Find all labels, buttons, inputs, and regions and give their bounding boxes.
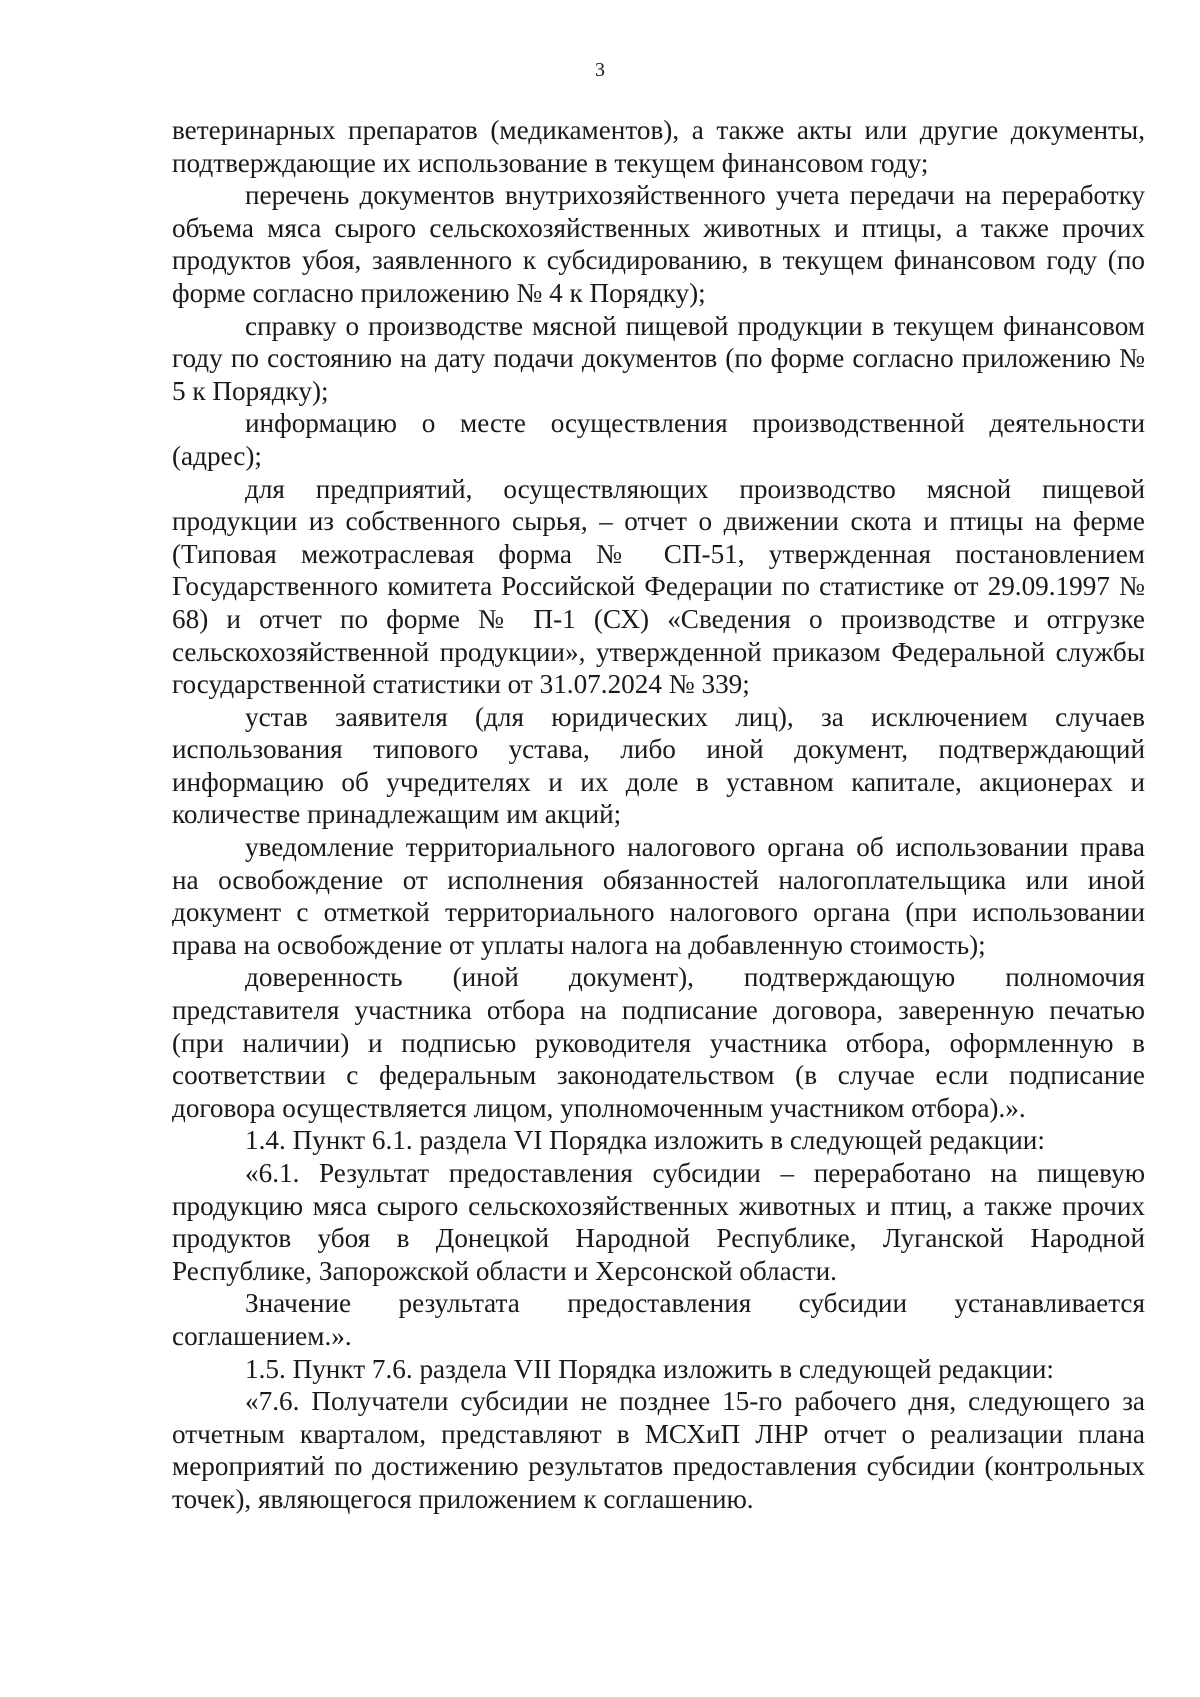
paragraph-livestock-report: для предприятий, осуществляющих производство мясной пищевой продукции из собственного сырья, – отчет о движении скота и птицы на ферме (Типовая межотраслевая форма № СП-51, утвержденная постановлением Государственного комитета Российской Федерации по статистике от 29.09.1997 № 68) и отчет по форме № П-1 (СХ) «Сведения о производстве и отгрузке сельскохозяйственной продукции», утвержденной приказом Федеральной службы государственной статистики от 31.07.2024 № 339; [172, 473, 1145, 700]
paragraph-tax-notification: уведомление территориального налогового органа об использовании права на освобождение от исполнения обязанностей налогоплательщика или иной документ с отметкой территориального налогового органа (при использовании права на освобождение от уплаты налога на добавленную стоимость); [172, 832, 1145, 960]
paragraph-veterinary-documents: ветеринарных препаратов (медикаментов), а также акты или другие документы, подтверждающие их использование в текущем финансовом году; [172, 115, 1145, 178]
paragraph-clause-7-6: «7.6. Получатели субсидии не позднее 15-го рабочего дня, следующего за отчетным кварталом, представляют в МСХиП ЛНР отчет о реализации плана мероприятий по достижению результатов предоставления субсидии (контрольных точек), являющегося приложением к соглашению. [172, 1386, 1145, 1514]
paragraph-power-of-attorney: доверенность (иной документ), подтверждающую полномочия представителя участника отбора на подписание договора, заверенную печатью (при наличии) и подписью руководителя участника отбора, оформленную в соответствии с федеральным законодательством (в случае если подписание договора осуществляется лицом, уполномоченным участником отбора).». [172, 962, 1145, 1123]
paragraph-processing-records: перечень документов внутрихозяйственного учета передачи на переработку объема мяса сырого сельскохозяйственных животных и птицы, а также прочих продуктов убоя, заявленного к субсидированию, в текущем финансовом году (по форме согласно приложению № 4 к Порядку); [172, 180, 1145, 308]
paragraph-result-value: Значение результата предоставления субсидии устанавливается соглашением.». [172, 1288, 1145, 1351]
paragraph-amendment-1-5: 1.5. Пункт 7.6. раздела VII Порядка изложить в следующей редакции: [245, 1353, 1054, 1384]
paragraph-charter: устав заявителя (для юридических лиц), за исключением случаев использования типового устава, либо иной документ, подтверждающий информацию об учредителях и их доле в уставном капитале, акционерах и количестве принадлежащим им акций; [172, 701, 1145, 830]
page-number: 3 [595, 59, 605, 81]
paragraph-amendment-1-4: 1.4. Пункт 6.1. раздела VI Порядка изложить в следующей редакции: [245, 1125, 1045, 1156]
document-body [172, 114, 1145, 1516]
paragraph-clause-6-1: «6.1. Результат предоставления субсидии – переработано на пищевую продукцию мяса сырого сельскохозяйственных животных и птиц, а также прочих продуктов убоя в Донецкой Народной Республике, Луганской Народной Республике, Запорожской области и Херсонской области. [172, 1158, 1145, 1286]
paragraph-activity-address: информацию о месте осуществления производственной деятельности (адрес); [172, 408, 1145, 471]
paragraph-production-certificate: справку о производстве мясной пищевой продукции в текущем финансовом году по состоянию на дату подачи документов (по форме согласно приложению № 5 к Порядку); [172, 310, 1145, 406]
